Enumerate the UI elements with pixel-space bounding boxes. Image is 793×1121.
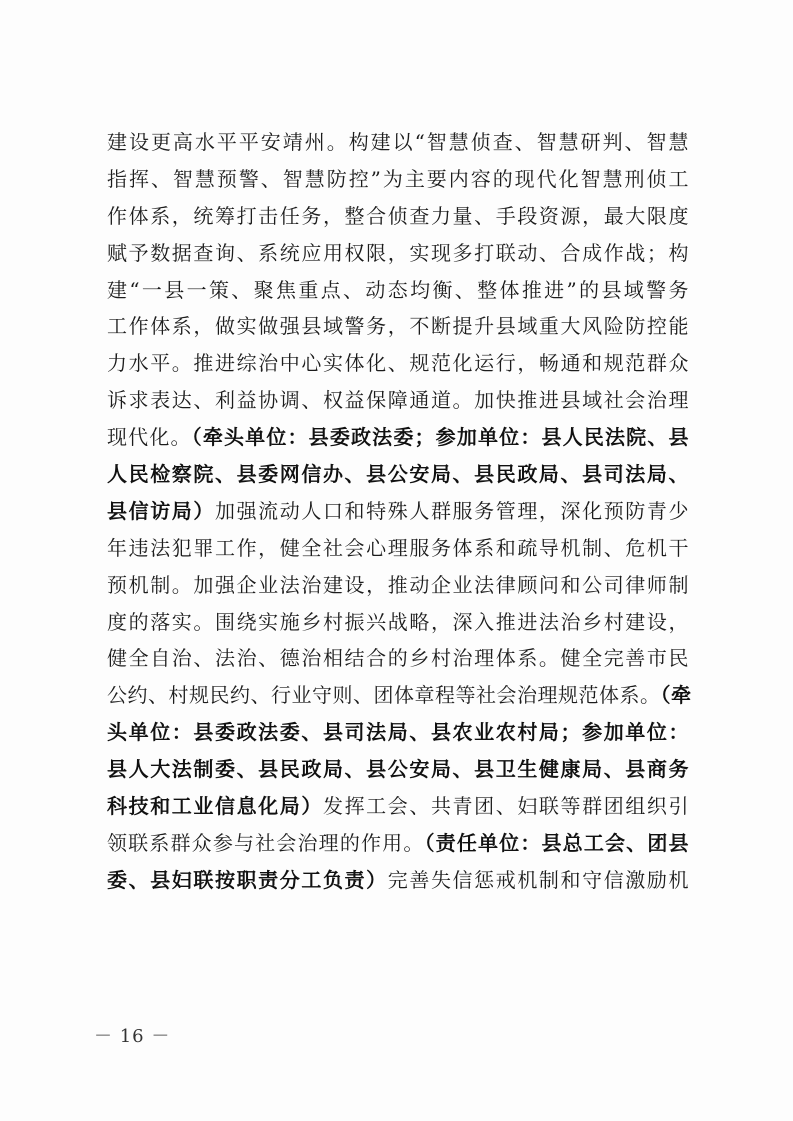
text-line — [107, 640, 689, 677]
text-line — [107, 345, 689, 382]
text-segment: 指挥、智慧预警、智慧防控”为主要内容的现代化智慧刑侦工 — [107, 166, 689, 191]
text-line — [107, 530, 689, 567]
text-segment: 力水平。推进综治中心实体化、规范化运行，畅通和规范群众 — [107, 351, 689, 376]
text-line — [107, 862, 689, 899]
text-line — [107, 456, 689, 493]
text-segment: 公约、村规民约、行业守则、团体章程等社会治理规范体系。 — [107, 683, 661, 708]
body-text — [107, 124, 692, 899]
text-line — [107, 198, 689, 235]
text-line — [107, 382, 689, 419]
text-segment: 加强流动人口和特殊人群服务管理，深化预防青少 — [214, 498, 690, 523]
bold-text-segment: 县信访局） — [107, 498, 215, 523]
text-line — [107, 308, 689, 345]
text-line — [107, 751, 689, 788]
text-line — [107, 714, 689, 751]
text-segment: 预机制。加强企业法治建设，推动企业法律顾问和公司律师制 — [107, 572, 689, 597]
bold-text-segment: 头单位：县委政法委、县司法局、县农业农村局；参加单位： — [107, 720, 689, 745]
text-segment: 度的落实。围绕实施乡村振兴战略，深入推进法治乡村建设， — [107, 609, 689, 634]
text-segment: 建“一县一策、聚焦重点、动态均衡、整体推进”的县域警务 — [107, 277, 689, 302]
bold-text-segment: （牵头单位：县委政法委；参加单位：县人民法院、县 — [191, 425, 690, 450]
text-segment: 领联系群众参与社会治理的作用。 — [107, 830, 425, 855]
bold-text-segment: 委、县妇联按职责分工负责） — [107, 867, 388, 892]
text-line — [107, 493, 689, 530]
bold-text-segment: 县人大法制委、县民政局、县公安局、县卫生健康局、县商务 — [107, 757, 689, 782]
text-line — [107, 788, 689, 825]
text-segment: 健全自治、法治、德治相结合的乡村治理体系。健全完善市民 — [107, 646, 689, 671]
text-segment: 发挥工会、共青团、妇联等群团组织引 — [322, 794, 690, 819]
text-segment: 年违法犯罪工作，健全社会心理服务体系和疏导机制、危机干 — [107, 535, 689, 560]
text-segment: 工作体系，做实做强县域警务，不断提升县域重大风险防控能 — [107, 314, 689, 339]
text-segment: 诉求表达、利益协调、权益保障通道。加快推进县域社会治理 — [107, 388, 689, 413]
text-line — [107, 124, 689, 161]
text-segment: 作体系，统筹打击任务，整合侦查力量、手段资源，最大限度 — [107, 203, 689, 228]
page-number: － 16 － — [94, 1026, 171, 1047]
text-line — [107, 825, 689, 862]
text-line — [107, 677, 692, 714]
text-line — [107, 567, 689, 604]
bold-text-segment: 科技和工业信息化局） — [107, 794, 323, 819]
text-segment: 现代化。 — [107, 425, 192, 450]
text-segment: 完善失信惩戒机制和守信激励机 — [387, 867, 689, 892]
text-segment: 建设更高水平平安靖州。构建以“智慧侦查、智慧研判、智慧 — [107, 130, 689, 154]
bold-text-segment: 人民检察院、县委网信办、县公安局、县民政局、县司法局、 — [107, 462, 689, 487]
text-line — [107, 419, 689, 456]
text-line — [107, 235, 689, 272]
text-line — [107, 272, 689, 309]
bold-text-segment: （责任单位：县总工会、团县 — [424, 830, 689, 855]
text-line — [107, 604, 689, 641]
text-segment: 赋予数据查询、系统应用权限，实现多打联动、合成作战；构 — [107, 240, 689, 265]
bold-text-segment: （牵 — [660, 683, 692, 708]
text-line — [107, 161, 689, 198]
